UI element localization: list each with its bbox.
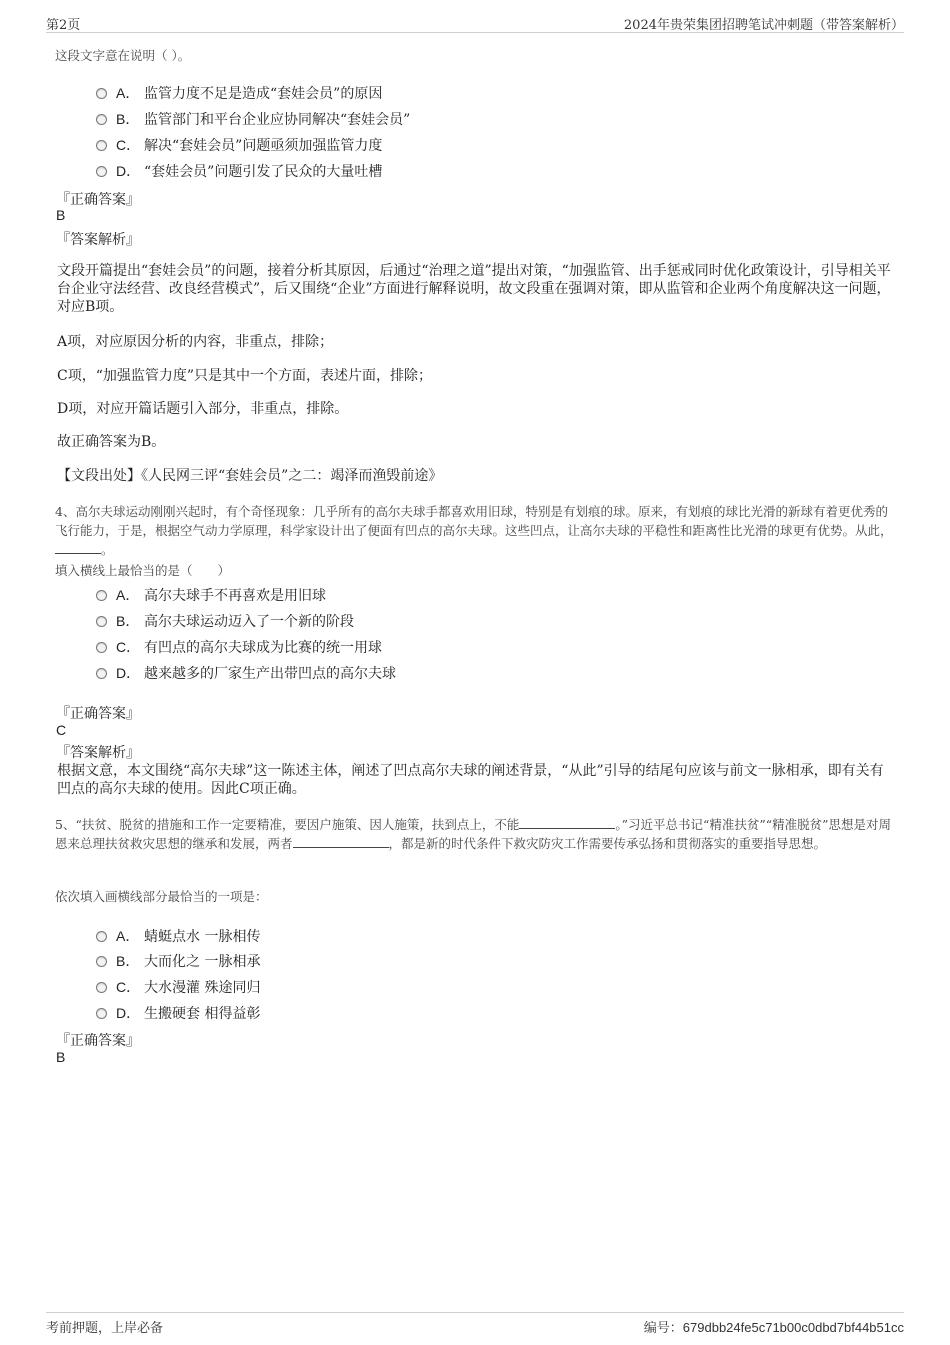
page-header [46, 14, 904, 33]
q3-answer-label: 『正确答案』 [56, 192, 140, 208]
q3-analysis-label: 『答案解析』 [56, 232, 140, 248]
radio-icon[interactable] [96, 140, 107, 151]
q3-conclusion: 故正确答案为B。 [57, 434, 166, 450]
radio-icon[interactable] [96, 668, 107, 679]
radio-icon[interactable] [96, 114, 107, 125]
radio-icon[interactable] [96, 956, 107, 967]
q3-analysis-main: 文段开篇提出“套娃会员”的问题，接着分析其原因，后通过“治理之道”提出对策，“加强监管、出手惩戒同时优化政策设计，引导相关平台企业守法经营、改良经营模式”，后又围绕“企业”方面进行解释说明，故文段重在强调对策，即从监管和企业两个角度解决这一问题，对应B项。 [57, 263, 891, 315]
question-4-prompt: 填入横线上最恰当的是（ ） [55, 563, 231, 578]
radio-icon[interactable] [96, 642, 107, 653]
document-title: 2024年贵荣集团招聘笔试冲刺题（带答案解析） [623, 18, 904, 33]
fill-blank-2 [293, 835, 389, 848]
fill-blank-1 [519, 816, 615, 829]
footer-slogan: 考前押题，上岸必备 [46, 1321, 164, 1336]
q4-analysis: 根据文意，本文围绕“高尔夫球”这一陈述主体，阐述了凹点高尔夫球的阐述背景，“从此”引导的结尾句应该与前文一脉相承，即有关有凹点的高尔夫球的使用。因此C项正确。 [57, 763, 884, 797]
question-3-stem: 这段文字意在说明（ ）。 [55, 48, 191, 63]
radio-icon[interactable] [96, 982, 107, 993]
page-footer [46, 1312, 904, 1336]
q5-answer: B [56, 1049, 66, 1065]
radio-icon[interactable] [96, 616, 107, 627]
question-4-stem: 4、高尔夫球运动刚刚兴起时，有个奇怪现象：几乎所有的高尔夫球手都喜欢用旧球，特别是有划痕的球。原来，有划痕的球比光滑的新球有着更优秀的飞行能力，于是，根据空气动力学原理，科学家设计出了便面有凹点的高尔夫球。这些凹点，让高尔夫球的平稳性和距离性比光滑的球更有优势。从此，。 [55, 504, 893, 557]
page-number: 第2页 [46, 18, 81, 33]
fill-blank [55, 541, 101, 554]
footer-code: 编号：679dbb24fe5c71b00c0dbd7bf44b51cc [643, 1320, 904, 1336]
radio-icon[interactable] [96, 166, 107, 177]
radio-icon[interactable] [96, 931, 107, 942]
radio-icon[interactable] [96, 590, 107, 601]
question-5-prompt: 依次填入画横线部分最恰当的一项是： [55, 889, 268, 904]
q4-analysis-label: 『答案解析』 [56, 745, 140, 761]
q3-analysis-a: A项，对应原因分析的内容，非重点，排除； [57, 334, 334, 350]
q4-answer: C [56, 722, 67, 738]
question-5-stem: 5、“扶贫、脱贫的措施和工作一定要精准，要因户施策、因人施策，扶到点上，不能 。”习近平总书记“精准扶贫”“精准脱贫”思想是对周恩来总理扶贫救灾思想的继承和发展，两者 ，都是新的时代条件下救灾防灾工作需要传承弘扬和贯彻落实的重要指导思想。 [55, 817, 892, 851]
q3-analysis-d: D项，对应开篇话题引入部分，非重点，排除。 [57, 401, 349, 417]
q4-answer-label: 『正确答案』 [56, 706, 140, 722]
q5-answer-label: 『正确答案』 [56, 1033, 140, 1049]
q3-source: 【文段出处】《人民网三评“套娃会员”之二：竭泽而渔毁前途》 [57, 468, 443, 484]
radio-icon[interactable] [96, 1008, 107, 1019]
radio-icon[interactable] [96, 88, 107, 99]
q3-analysis-c: C项，“加强监管力度”只是其中一个方面，表述片面，排除； [57, 368, 433, 384]
q3-answer: B [56, 207, 66, 223]
